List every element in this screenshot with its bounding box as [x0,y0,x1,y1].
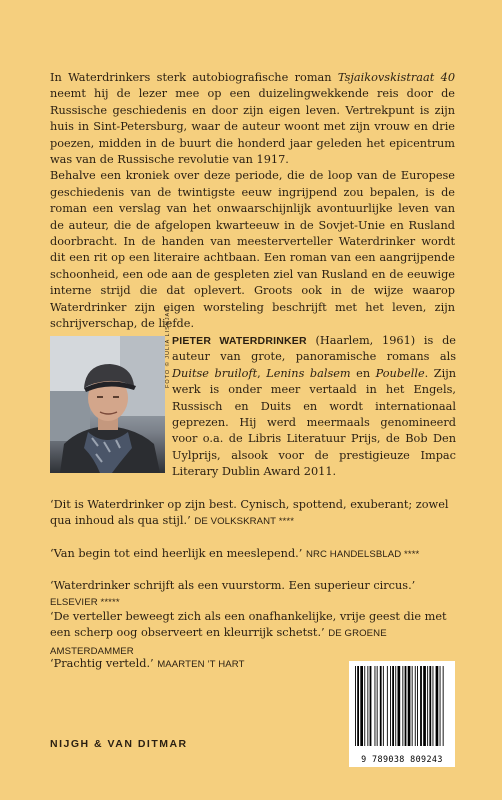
author-bio-part-2: , [257,366,267,380]
author-book-2: Lenins balsem [266,366,351,380]
review-source: NRC HANDELSBLAD **** [305,549,420,560]
author-book-1: Duitse bruiloft [172,366,258,380]
review-quote [50,497,460,531]
blurb-part-1: In Waterdrinkers sterk autobiografische roman [50,71,338,84]
blurb-text [50,70,455,333]
review-text: ‘Dit is Waterdrinker op zijn best. Cynisch, spottend, exuberant; zowel qua inhoud als qua stijl.’ [50,498,449,528]
blurb-book-title: Tsjaikovskistraat 40 [337,71,456,84]
review-text: ‘Waterdrinker schrijft als een vuurstorm. Een superieur circus.’ [50,579,416,592]
author-photo [50,336,165,473]
author-name: PIETER WATERDRINKER [172,335,307,347]
author-bio [172,333,456,481]
review-quote [50,609,460,660]
photo-credit: FOTO © JULIA LISNJAK [165,307,171,388]
author-bio-part-1: (Haarlem, 1961) is de auteur van grote, panoramische romans als [172,334,456,364]
author-bio-part-3: en [350,366,376,380]
review-text: ‘Van begin tot eind heerlijk en meeslepend.’ [50,547,306,560]
isbn-barcode [349,661,455,767]
isbn-number: 9 789038 809243 [361,754,443,764]
review-source: ELSEVIER ***** [50,597,120,609]
blurb-part-3: Behalve een kroniek over deze periode, die de loop van de Europese geschiedenis van de twintigste eeuw ingrijpend zou bepalen, is de roman een verslag van het onwaarschijnlijk avontuurlijke leven van de auteur, die de afgelopen kwarteeuw in de Sovjet-Unie en Rusland doorbracht. In de handen van meesterverteller Waterdrinker wordt dit een rit op een literaire achtbaan. Een roman van een aangrijpende schoonheid, een ode aan de gespleten ziel van Rusland en de eeuwige interne strijd die dat oplevert. Groots ook in de wijze waarop Waterdrinker zijn eigen worsteling beschrijft met het leven, zijn schrijverschap, de liefde. [50,169,455,331]
review-quote [50,578,460,612]
review-source: MAARTEN ’T HART [157,659,245,670]
review-quote [50,546,460,563]
review-source: DE GROENE AMSTERDAMMER [50,628,387,657]
author-portrait-image [50,336,165,473]
author-bio-part-4: . Zijn werk is onder meer vertaald in het Engels, Russisch en Duits en wordt internationaal geprezen. Hij werd meermaals genomineerd voor o.a. de Libris Literatuur Prijs, de Bob Den Uylprijs, alsook voor de prestigieuze Impac Literary Dublin Award 2011. [172,366,456,479]
author-book-3: Poubelle [375,366,425,380]
review-source: DE VOLKSKRANT **** [194,516,295,528]
publisher-name: NIJGH & VAN DITMAR [50,738,188,750]
review-text: ‘De verteller beweegt zich als een onafhankelijke, vrije geest die met een scherp oog observeert en kleurrijk schetst.’ [50,610,447,640]
barcode-bars [353,666,451,746]
review-text: ‘Prachtig verteld.’ [50,657,158,670]
blurb-part-2: neemt hij de lezer mee op een duizelingwekkende reis door de Russische geschiedenis en door zijn eigen leven. Vertrekpunt is zijn huis in Sint-Petersburg, waar de auteur woont met zijn vrouw en drie poezen, midden in de buurt die honderd jaar geleden het epicentrum was van de Russische revolutie van 1917. [50,87,455,167]
